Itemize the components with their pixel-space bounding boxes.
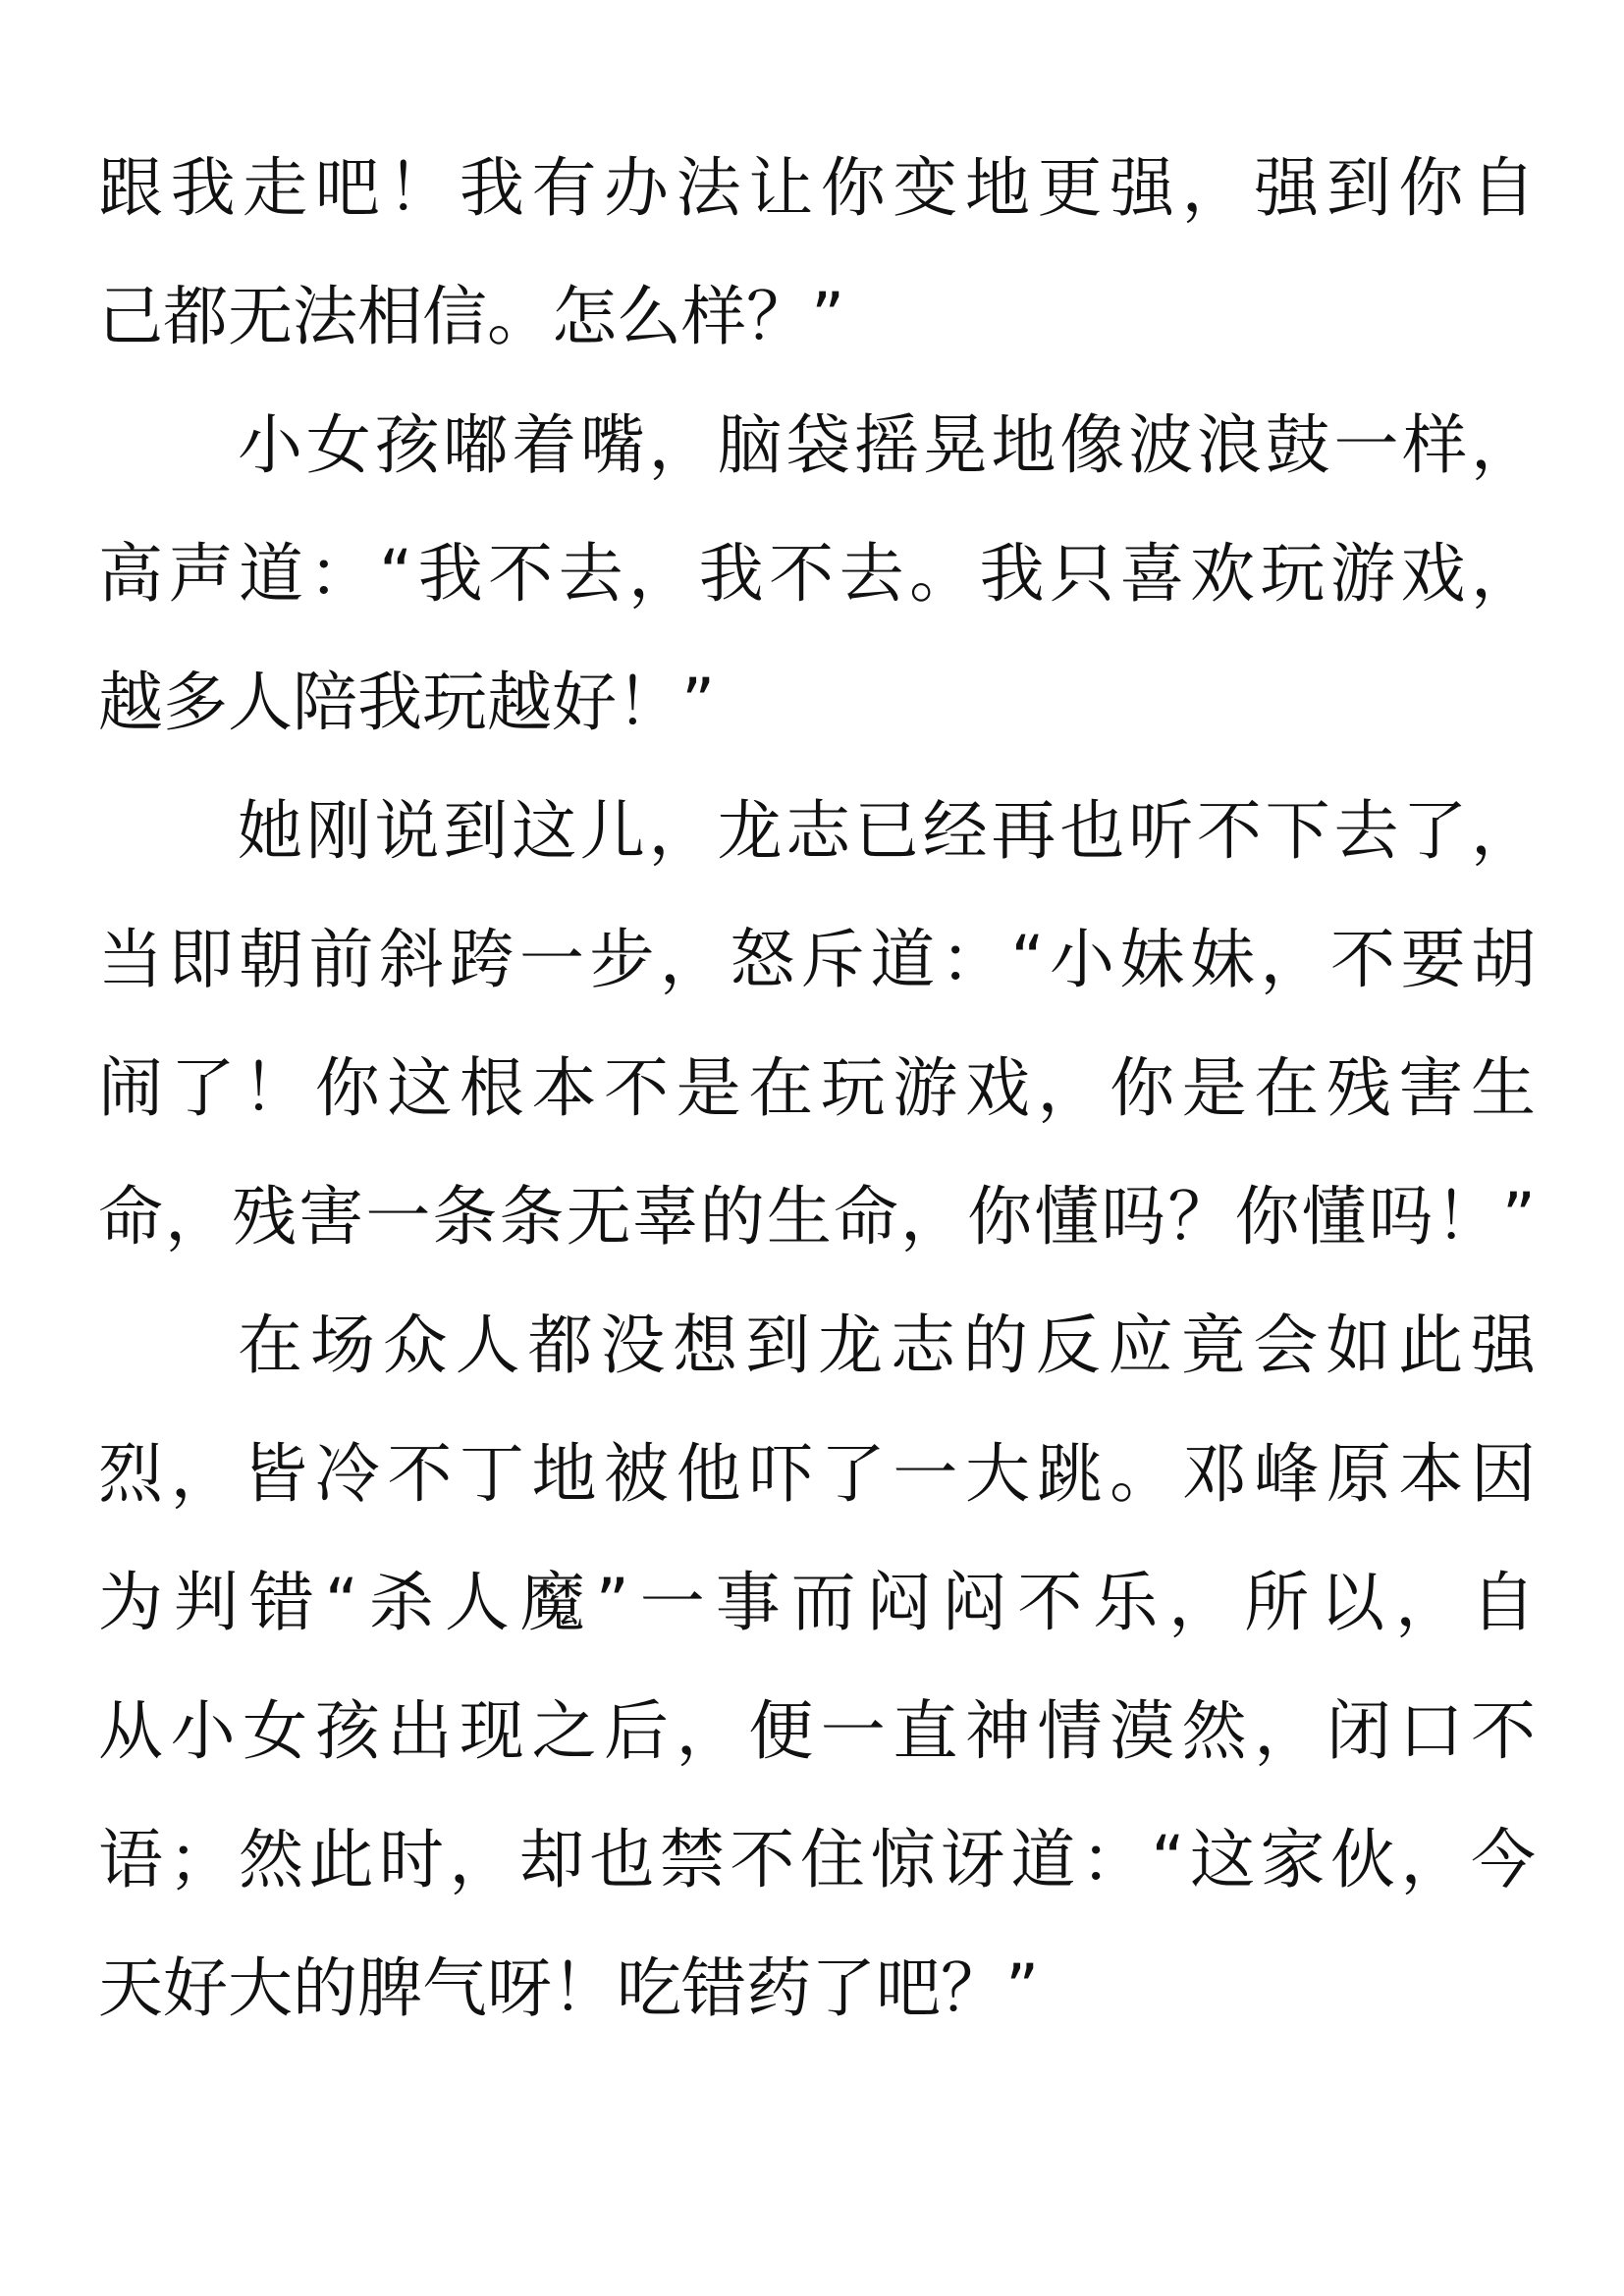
- paragraph-first-line: 她刚说到这儿，龙志已经再也听不下去了，: [238, 793, 1536, 869]
- body-text: [98, 124, 1536, 2053]
- text-line: 从小女孩出现之后，便一直神情漠然，闭口不: [98, 1693, 1536, 1769]
- text-line: 高声道：“我不去，我不去。我只喜欢玩游戏，: [98, 536, 1536, 612]
- text-line: 天好大的脾气呀！吃错药了吧？”: [98, 1950, 1040, 2026]
- paragraph-first-line: 在场众人都没想到龙志的反应竟会如此强: [238, 1308, 1536, 1383]
- text-line: 越多人陪我玩越好！”: [98, 665, 716, 740]
- text-line: 己都无法相信。怎么样？”: [98, 279, 845, 354]
- text-line: 语；然此时，却也禁不住惊讶道：“这家伙，今: [98, 1822, 1536, 1897]
- text-line: 闹了！你这根本不是在玩游戏，你是在残害生: [98, 1050, 1536, 1126]
- text-line: 命，残害一条条无辜的生命，你懂吗？你懂吗！”: [98, 1179, 1536, 1255]
- text-line: 为判错“杀人魔”一事而闷闷不乐，所以，自: [98, 1565, 1536, 1640]
- text-line: 当即朝前斜跨一步，怒斥道：“小妹妹，不要胡: [98, 922, 1536, 997]
- paragraph-first-line: 小女孩嘟着嘴，脑袋摇晃地像波浪鼓一样，: [238, 407, 1536, 483]
- text-line: 跟我走吧！我有办法让你变地更强，强到你自: [98, 150, 1536, 226]
- text-line: 烈，皆冷不丁地被他吓了一大跳。邓峰原本因: [98, 1436, 1536, 1512]
